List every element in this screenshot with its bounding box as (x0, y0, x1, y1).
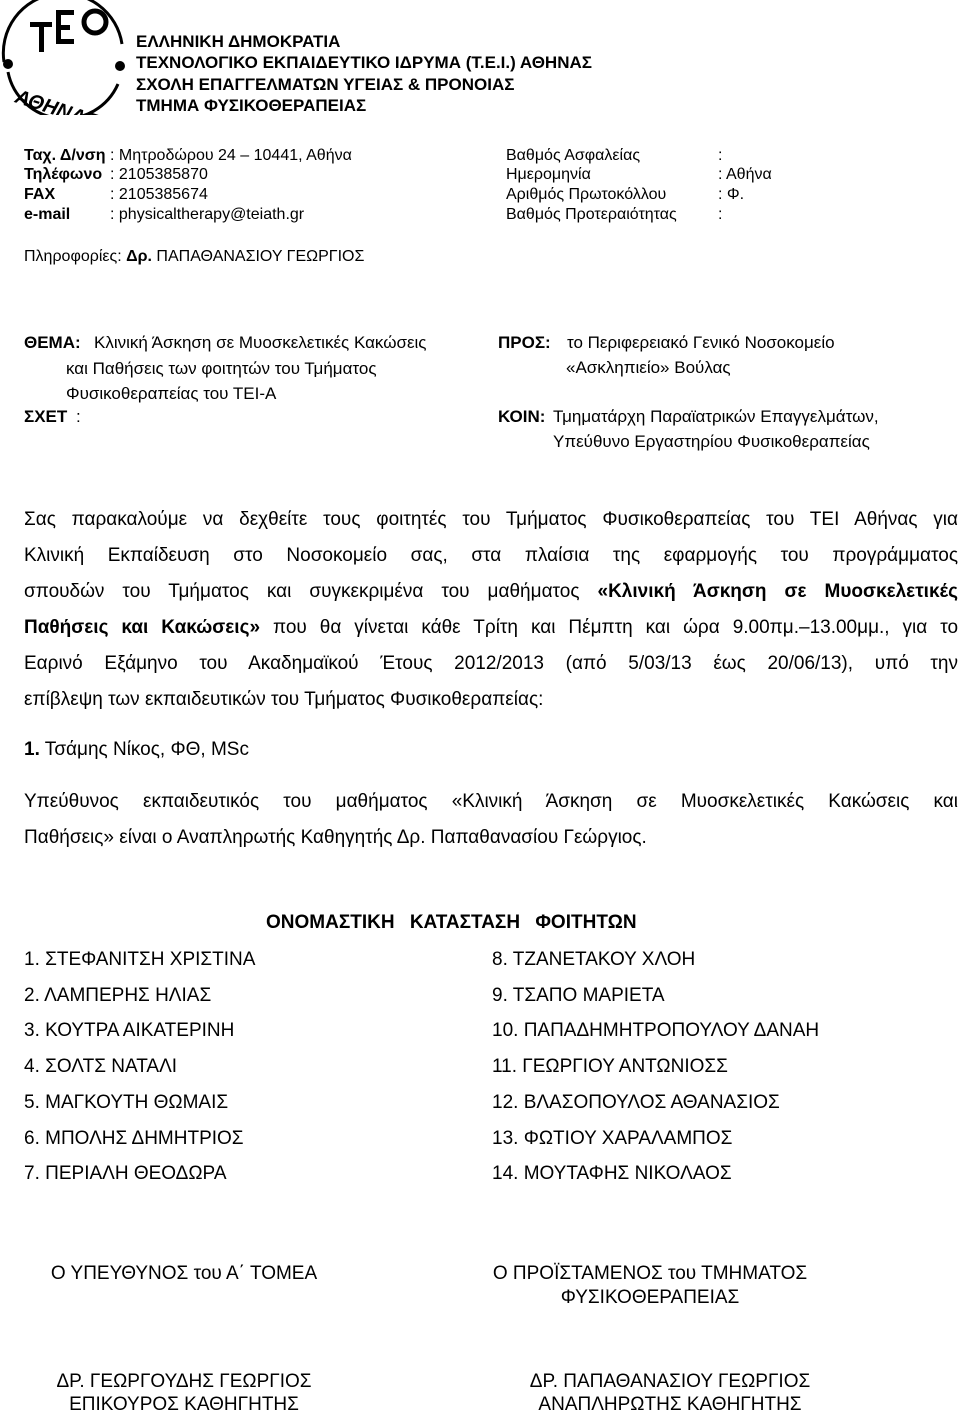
info-label: Πληροφορίες: (24, 248, 127, 265)
header-line-4: ΤΜΗΜΑ ΦΥΣΙΚΟΘΕΡΑΠΕΙΑΣ (136, 96, 367, 115)
student-item: 12. ΒΛΑΣΟΠΟΥΛΟΣ ΑΘΑΝΑΣΙΟΣ (492, 1092, 780, 1113)
body-line-4-b: που θα γίνεται κάθε Τρίτη και Πέμπτη και ώρα 9.00πμ.–13.00μμ., για το (260, 617, 959, 638)
protocol-label: Αριθμός Πρωτοκόλλου (506, 186, 667, 203)
signature-left-title: Ο ΥΠΕΥΘΥΝΟΣ του Α΄ ΤΟΜΕΑ (50, 1263, 318, 1284)
responsible-paragraph (24, 784, 958, 856)
recipient-line-2: «Ασκληπιείο» Βούλας (566, 358, 731, 377)
responsible-line-2: Παθήσεις» είναι ο Αναπληρωτής Καθηγητής Δρ. Παπαθανασίου Γεώργιος. (24, 827, 647, 848)
phone-label: Τηλέφωνο (24, 166, 103, 183)
body-line-5: Εαρινό Εξάμηνο του Ακαδημαϊκού Έτους 2012/2013 (από 5/03/13 έως 20/06/13), υπό την (24, 653, 958, 674)
email-label: e-mail (24, 206, 71, 223)
date-label: Ημερομηνία (506, 166, 591, 183)
student-item: 4. ΣΟΛΤΣ ΝΑΤΑΛΙ (24, 1056, 178, 1077)
body-paragraph (24, 502, 958, 718)
student-item: 7. ΠΕΡΙΑΛΗ ΘΕΟΔΩΡΑ (24, 1163, 227, 1184)
address-value: : Μητροδώρου 24 – 10441, Αθήνα (110, 147, 352, 164)
fax-value: : 2105385674 (110, 186, 208, 203)
subject-line-1: Κλινική Άσκηση σε Μυοσκελετικές Κακώσεις (94, 333, 427, 352)
body-line-1: Σας παρακαλούμε να δεχθείτε τους φοιτητές του Τμήματος Φυσικοθεραπείας του ΤΕΙ Αθήνας για (24, 509, 958, 530)
subject-label: ΘΕΜΑ: (24, 333, 81, 352)
student-item: 5. ΜΑΓΚΟΥΤΗ ΘΩΜΑΙΣ (24, 1092, 229, 1113)
body-line-6: επίβλεψη των εκπαιδευτικών του Τμήματος Φυσικοθεραπείας: (24, 689, 544, 710)
header-line-3: ΣΧΟΛΗ ΕΠΑΓΓΕΛΜΑΤΩΝ ΥΓΕΙΑΣ & ΠΡΟΝΟΙΑΣ (136, 75, 515, 94)
cc-label: ΚΟΙΝ: (498, 407, 546, 426)
student-item: 8. ΤΖΑΝΕΤΑΚΟΥ ΧΛΟΗ (492, 949, 696, 970)
signature-right-role: ΑΝΑΠΛΗΡΩΤΗΣ ΚΑΘΗΓΗΤΗΣ (538, 1394, 802, 1415)
signature-right-title-2: ΦΥΣΙΚΟΘΕΡΑΠΕΙΑΣ (560, 1287, 740, 1308)
body-line-3 (24, 574, 958, 610)
address-label: Ταχ. Δ/νση (24, 147, 106, 164)
info-name: ΠΑΠΑΘΑΝΑΣΙΟΥ ΓΕΩΡΓΙΟΣ (151, 248, 365, 265)
signature-right-name: ΔΡ. ΠΑΠΑΘΑΝΑΣΙΟΥ ΓΕΩΡΓΙΟΣ (529, 1371, 811, 1392)
signature-left-role: ΕΠΙΚΟΥΡΟΣ ΚΑΘΗΓΗΤΗΣ (69, 1394, 299, 1415)
student-item: 14. ΜΟΥΤΑΦΗΣ ΝΙΚΟΛΑΟΣ (492, 1163, 732, 1184)
info-name-prefix: Δρ. (126, 248, 152, 265)
info-line (24, 247, 364, 266)
protocol-value: : Φ. (718, 186, 745, 203)
student-item: 9. ΤΣΑΠΟ ΜΑΡΙΕΤΑ (492, 985, 665, 1006)
reference-label: ΣΧΕΤ (24, 407, 68, 426)
responsible-line-1: Υπεύθυνος εκπαιδευτικός του μαθήματος «Κλινική Άσκηση σε Μυοσκελετικές Κακώσεις και (24, 791, 958, 812)
supervisor-number: 1. (24, 739, 40, 760)
cc-line-2: Υπεύθυνο Εργαστηρίου Φυσικοθεραπείας (553, 432, 870, 451)
student-item: 11. ΓΕΩΡΓΙΟΥ ΑΝΤΩΝΙΟΣΣ (492, 1056, 728, 1077)
student-item: 3. ΚΟΥΤΡΑ ΑΙΚΑΤΕΡΙΝΗ (24, 1020, 235, 1041)
students-title: ΟΝΟΜΑΣΤΙΚΗ ΚΑΤΑΣΤΑΣΗ ΦΟΙΤΗΤΩΝ (266, 912, 637, 933)
tei-athens-logo (0, 0, 130, 115)
fax-label: FAX (24, 186, 56, 203)
security-label: Βαθμός Ασφαλείας (506, 147, 641, 164)
signature-left-name: ΔΡ. ΓΕΩΡΓΟΥΔΗΣ ΓΕΩΡΓΙΟΣ (56, 1371, 312, 1392)
supervisor-name: Τσάμης Νίκος, ΦΘ, MSc (39, 739, 249, 760)
signature-right-title-1: Ο ΠΡΟΪΣΤΑΜΕΝΟΣ του ΤΜΗΜΑΤΟΣ (492, 1263, 808, 1284)
header-line-1: ΕΛΛΗΝΙΚΗ ΔΗΜΟΚΡΑΤΙΑ (136, 32, 341, 51)
recipient-label: ΠΡΟΣ: (498, 333, 551, 352)
reference-value: : (76, 407, 81, 426)
student-item: 13. ΦΩΤΙΟΥ ΧΑΡΑΛΑΜΠΟΣ (492, 1128, 733, 1149)
phone-value: : 2105385870 (110, 166, 208, 183)
student-item: 10. ΠΑΠΑΔΗΜΗΤΡΟΠΟΥΛΟΥ ΔΑΝΑΗ (492, 1020, 820, 1041)
subject-line-3: Φυσικοθεραπείας του ΤΕΙ-Α (66, 384, 277, 403)
priority-label: Βαθμός Προτεραιότητας (506, 206, 677, 223)
student-item: 1. ΣΤΕΦΑΝΙΤΣΗ ΧΡΙΣΤΙΝΑ (24, 949, 256, 970)
header-line-2: ΤΕΧΝΟΛΟΓΙΚΟ ΕΚΠΑΙΔΕΥΤΙΚΟ ΙΔΡΥΜΑ (Τ.Ε.Ι.) ΑΘΗΝΑΣ (136, 53, 592, 72)
subject-line-2: και Παθήσεις των φοιτητών του Τμήματος (66, 359, 377, 378)
supervisor-line (24, 738, 249, 762)
student-item: 2. ΛΑΜΠΕΡΗΣ ΗΛΙΑΣ (24, 985, 212, 1006)
cc-line-1: Τμηματάρχη Παραϊατρικών Επαγγελμάτων, (553, 407, 879, 426)
date-value: : Αθήνα (718, 166, 772, 183)
course-title-part-2: Παθήσεις και Κακώσεις» (24, 617, 261, 638)
student-item: 6. ΜΠΟΛΗΣ ΔΗΜΗΤΡΙΟΣ (24, 1128, 244, 1149)
body-line-2: Κλινική Εκπαίδευση στο Νοσοκομείο σας, στα πλαίσια της εφαρμογής του προγράμματος (24, 545, 958, 566)
email-value: : physicaltherapy@teiath.gr (110, 206, 305, 223)
body-line-4 (24, 610, 958, 646)
logo-graphic (0, 0, 130, 115)
course-title-part-1: «Κλινική Άσκηση σε Μυοσκελετικές (597, 581, 959, 602)
recipient-line-1: το Περιφερειακό Γενικό Νοσοκομείο (567, 333, 835, 352)
security-value: : (718, 147, 723, 164)
body-line-3-a: σπουδών του Τμήματος και συγκεκριμένα του μαθήματος (24, 581, 598, 602)
logo-text-bottom: ΑΘΗΝΑΣ (12, 85, 100, 115)
priority-value: : (718, 206, 723, 223)
